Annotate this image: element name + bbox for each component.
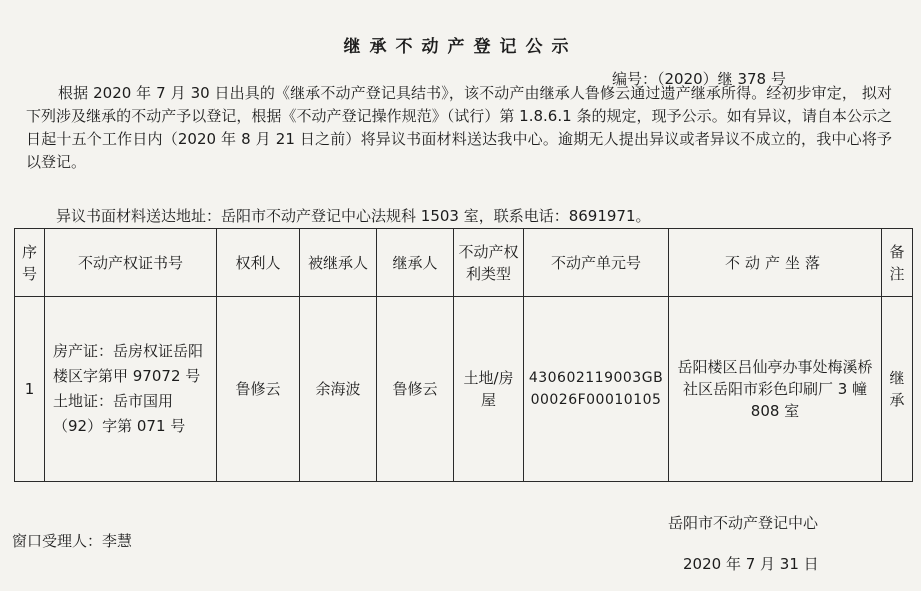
window-receiver: 窗口受理人：李慧 [12,532,133,550]
cell-unit-no: 430602119003GB00026F00010105 [524,297,669,482]
header-remark: 备注 [882,229,913,297]
cell-right-type: 土地/房屋 [454,297,524,482]
registration-table [14,228,913,482]
notice-body: 根据 2020 年 7 月 30 日出具的《继承不动产登记具结书》，该不动产由继承人鲁修云通过遗产继承所得。经初步审定， 拟对下列涉及继承的不动产予以登记，根据《不动产登记操作规范》（试行）第 1.8.6.1 条的规定，现予公示。如有异议，请自本公示之日起十五个工作日内（2020 年 8 月 21 日之前）将异议书面材料送达我中心。逾期无人提出异议或者异议不成立的，我中心将予以登记。 [26,84,892,171]
header-location: 不动产坐落 [669,229,882,297]
cell-holder: 鲁修云 [217,297,300,482]
header-holder: 权利人 [217,229,300,297]
notice-number: 编号：（2020）继 378 号 [612,70,786,88]
header-seq: 序号 [15,229,45,297]
cell-heir: 鲁修云 [377,297,454,482]
cell-cert: 房产证：岳房权证岳阳楼区字第甲 97072 号土地证：岳市国用（92）字第 071 号 [45,297,217,482]
header-unit-no: 不动产单元号 [524,229,669,297]
notice-title: 继承不动产登记公示 [343,37,578,57]
header-right-type: 不动产权利类型 [454,229,524,297]
header-cert: 不动产权证书号 [45,229,217,297]
issue-date: 2020 年 7 月 31 日 [683,555,819,573]
issuing-organization: 岳阳市不动产登记中心 [668,514,819,532]
objection-address: 异议书面材料送达地址：岳阳市不动产登记中心法规科 1503 室，联系电话：8691971。 [56,207,651,225]
header-heir: 继承人 [377,229,454,297]
table-header-row [15,229,913,297]
cell-seq: 1 [15,297,45,482]
cell-decedent: 余海波 [300,297,377,482]
cell-location: 岳阳楼区吕仙亭办事处梅溪桥社区岳阳市彩色印刷厂 3 幢 808 室 [669,297,882,482]
cell-remark: 继承 [882,297,913,482]
table-row [15,297,913,482]
header-decedent: 被继承人 [300,229,377,297]
